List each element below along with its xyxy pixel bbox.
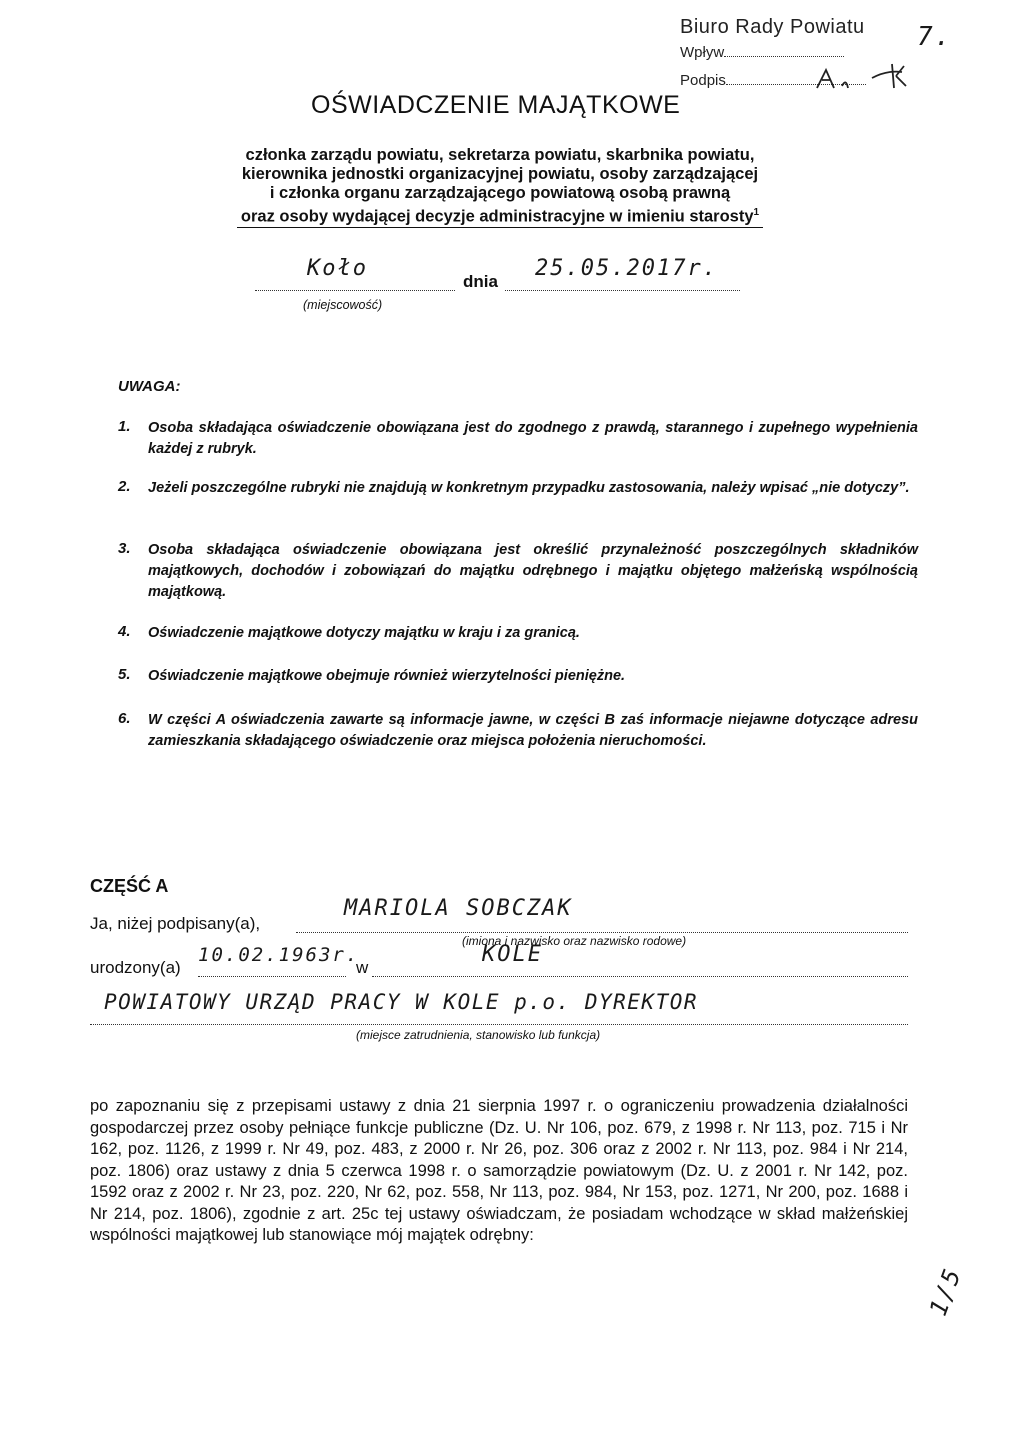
born-label: urodzony(a) — [90, 958, 181, 977]
notice-item-3 — [118, 540, 918, 603]
notice-item-text: Osoba składająca oświadczenie obowiązana jest do zgodnego z prawdą, starannego i zupełnego wypełnienia każdej z rubryk. — [148, 420, 918, 457]
name-field — [296, 896, 908, 933]
place-caption: (miejscowość) — [303, 298, 383, 312]
date-label: dnia — [463, 272, 498, 291]
declaration-text: po zapoznaniu się z przepisami ustawy z dnia 21 sierpnia 1997 r. o ograniczeniu prowadzenia działalności gospodarczej przez osoby pełniące funkcje publiczne (Dz. U. Nr 106, poz. 679, z 1998 r. Nr 113, poz. 715 i Nr 162, poz. 1126, z 1999 r. Nr 49, poz. 483, z 2000 r. Nr 26, poz. 306 oraz z 2002 r. Nr 113, poz. 984 i Nr 214, poz. 1806) oraz ustawy z dnia 5 czerwca 1998 r. o samorządzie powiatowym (Dz. U. z 2001 r. Nr 142, poz. 1592 oraz z 2002 r. Nr 23, poz. 220, Nr 62, poz. 558, Nr 113, poz. 984, Nr 153, poz. 1271, Nr 200, poz. 1688 i Nr 214, poz. 1806), zgodnie z art. 25c tej ustawy oświadczam, że posiadam wchodzące w skład małżeńskiej wspólności majątkowej lub stanowiące mój majątek odrębny: — [90, 1097, 908, 1244]
subtitle-line: oraz osoby wydającej decyzje administracyjne w imieniu starosty$^1$ — [237, 203, 763, 228]
name-row — [90, 898, 910, 948]
page-mark: 1/5 — [924, 1263, 968, 1320]
footnote-mark: 1 — [753, 207, 760, 218]
notice-item-number: 1. — [118, 418, 131, 435]
notice-item-number: 5. — [118, 666, 131, 683]
stamp-received-label: Wpływ — [680, 44, 844, 61]
born-place-field — [372, 942, 908, 977]
stamp-signature-scribble — [812, 56, 912, 96]
birth-row — [90, 942, 910, 982]
employment-row — [90, 992, 970, 1044]
document-title: OŚWIADCZENIE MAJĄTKOWE — [311, 91, 681, 119]
subtitle-line: członka zarządu powiatu, sekretarza powiatu, skarbnika powiatu, — [245, 146, 755, 164]
employment-value: POWIATOWY URZĄD PRACY W KOLE p.o. DYREKTOR — [104, 990, 699, 1014]
stamp-handwritten-mark: 7. — [917, 22, 953, 52]
born-date-value: 10.02.1963r. — [198, 944, 360, 966]
born-in-label: w — [356, 958, 369, 977]
date-field — [505, 256, 740, 291]
notice-item-number: 2. — [118, 478, 131, 495]
notice-item-number: 4. — [118, 623, 131, 640]
employment-caption: (miejsce zatrudnienia, stanowisko lub funkcja) — [356, 1028, 601, 1042]
notice-item-text: Osoba składająca oświadczenie obowiązana jest określić przynależność poszczególnych składników majątkowych, dochodów i zobowiązań do majątku odrębnego i majątku objętego małżeńską wspólnością majątkową. — [148, 542, 918, 600]
notice-item-text: W części A oświadczenia zawarte są informacje jawne, w części B zaś informacje niejawne dotyczące adresu zamieszkania składającego oświadczenie oraz miejsca położenia nieruchomości. — [148, 712, 918, 749]
notice-item-text: Oświadczenie majątkowe obejmuje również wierzytelności pieniężne. — [148, 668, 626, 684]
notice-item-6 — [118, 710, 918, 752]
place-date-row — [255, 256, 775, 320]
name-label: Ja, niżej podpisany(a), — [90, 914, 261, 933]
name-caption: (imiona i nazwisko oraz nazwisko rodowe) — [462, 934, 687, 948]
registry-stamp — [672, 14, 1017, 96]
stamp-office: Biuro Rady Powiatu — [680, 16, 865, 38]
born-place-value: KOLE — [482, 942, 543, 967]
notice-item-number: 6. — [118, 710, 131, 727]
notice-item-4 — [118, 623, 918, 644]
place-value: Koło — [307, 256, 368, 281]
notice-item-text: Jeżeli poszczególne rubryki nie znajdują w konkretnym przypadku zastosowania, należy wpisać „nie dotyczy”. — [148, 480, 910, 496]
notice-item-5 — [118, 666, 918, 687]
born-date-field — [198, 944, 360, 977]
notice-item-2 — [118, 478, 918, 499]
notice-heading: UWAGA: — [118, 378, 181, 395]
notice-item-1 — [118, 418, 918, 460]
document-subtitle — [195, 146, 805, 228]
date-value: 25.05.2017r. — [535, 256, 718, 281]
place-field — [255, 256, 455, 291]
name-value: MARIOLA SOBCZAK — [344, 896, 573, 921]
notice-item-number: 3. — [118, 540, 131, 557]
subtitle-line: i członka organu zarządzającego powiatową osobą prawną — [269, 184, 731, 202]
part-a-heading: CZĘŚĆ A — [90, 876, 169, 896]
employment-field — [90, 990, 908, 1025]
subtitle-line: kierownika jednostki organizacyjnej powiatu, osoby zarządzającej — [241, 165, 759, 183]
notice-item-text: Oświadczenie majątkowe dotyczy majątku w kraju i za granicą. — [148, 625, 580, 641]
stamp-signature-label: Podpis — [680, 72, 866, 89]
